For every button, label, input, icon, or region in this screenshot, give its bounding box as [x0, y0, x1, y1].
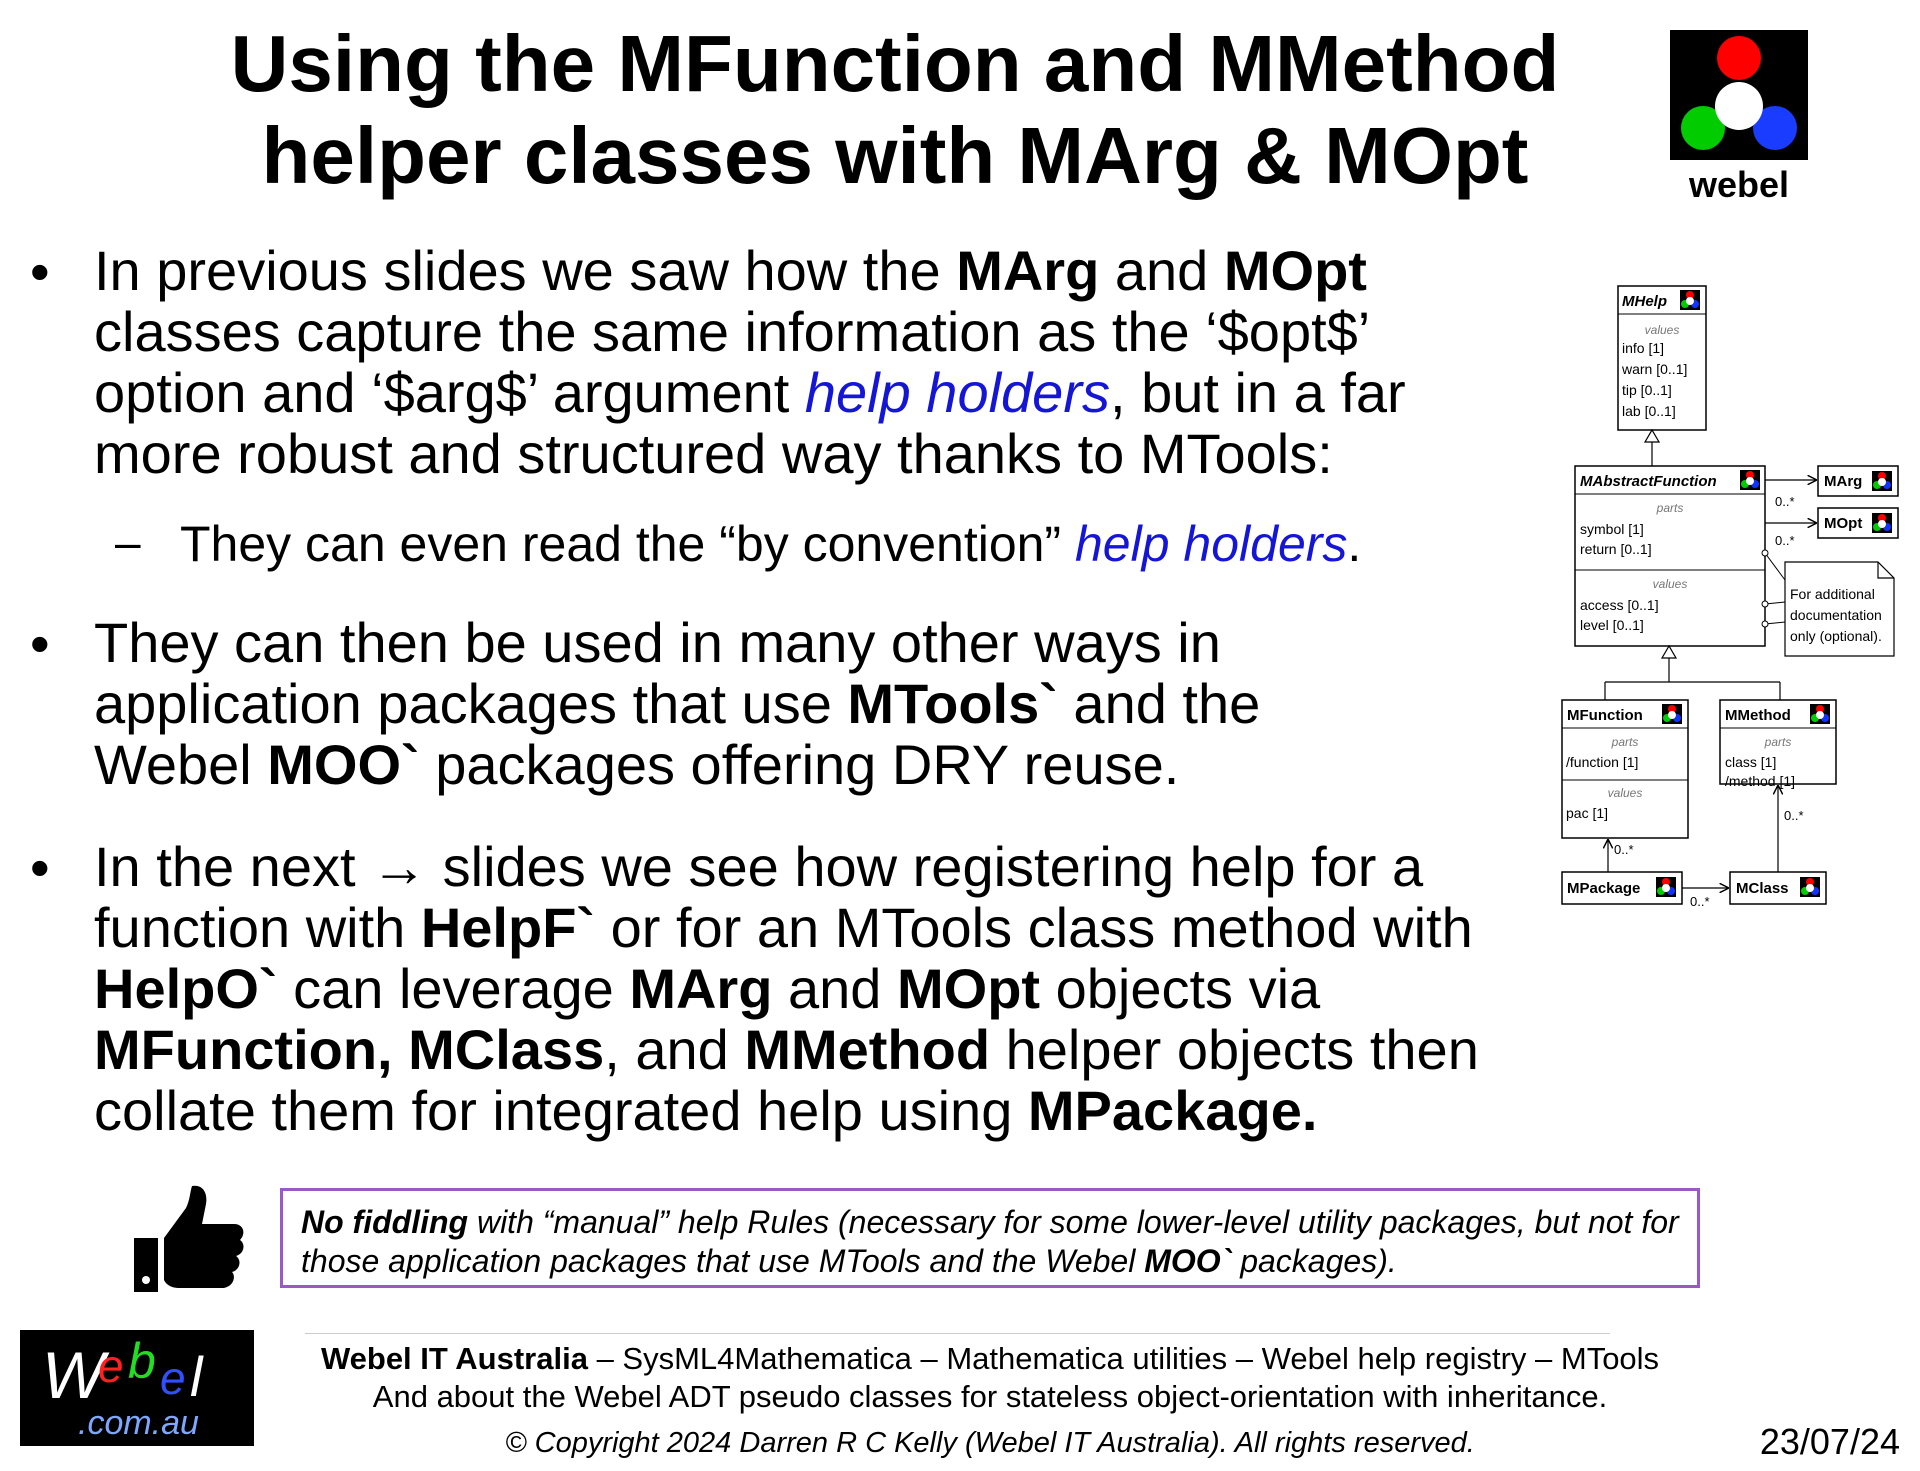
svg-text:values: values [1607, 786, 1643, 800]
copyright: © Copyright 2024 Darren R C Kelly (Webel IT Australia). All rights reserved. [505, 1427, 1475, 1459]
footer-line-2: And about the Webel ADT pseudo classes for stateless object-orientation with inheritance. [372, 1379, 1608, 1414]
uml-class-diagram [1550, 280, 1910, 920]
svg-text:0..*: 0..* [1775, 533, 1795, 548]
svg-text:parts: parts [1764, 735, 1792, 749]
svg-text:/function [1]: /function [1] [1566, 754, 1639, 770]
svg-text:MFunction: MFunction [1567, 707, 1643, 724]
svg-text:0..*: 0..* [1614, 842, 1634, 857]
svg-text:info [1]: info [1] [1622, 340, 1665, 356]
svg-text:class [1]: class [1] [1725, 754, 1777, 770]
callout-note: No fiddling with “manual” help Rules (necessary for some lower-level utility packages, but not for those application packages that use MTools and the Webel MOO` packages). [280, 1188, 1700, 1288]
svg-text:level [0..1]: level [0..1] [1580, 617, 1644, 633]
svg-text:symbol [1]: symbol [1] [1580, 521, 1644, 537]
bullet-marker: • [30, 612, 50, 675]
svg-text:MMethod: MMethod [1725, 707, 1791, 724]
bullet-marker: • [30, 836, 50, 899]
svg-text:MAbstractFunction: MAbstractFunction [1580, 473, 1717, 490]
svg-text:l: l [190, 1345, 203, 1408]
svg-text:tip [0..1]: tip [0..1] [1622, 382, 1672, 398]
uml-class-mfunction [1562, 700, 1688, 838]
mhelp-name: MHelp [1622, 293, 1667, 310]
svg-text:e: e [98, 1340, 124, 1392]
svg-text:MClass: MClass [1736, 880, 1789, 897]
thumbs-up-icon [128, 1180, 248, 1300]
uml-note [1785, 562, 1894, 656]
svg-text:0..*: 0..* [1784, 808, 1804, 823]
slide-date: 23/07/24 [1759, 1421, 1900, 1462]
svg-text:b: b [128, 1333, 156, 1389]
logo-label: webel [1688, 164, 1790, 205]
uml-class-marg [1818, 466, 1898, 496]
svg-text:.com.au: .com.au [78, 1404, 199, 1442]
svg-text:parts: parts [1656, 501, 1684, 515]
webel-color-logo [1670, 30, 1808, 160]
svg-text:documentation: documentation [1790, 607, 1882, 623]
uml-class-mmethod [1720, 700, 1836, 789]
svg-text:return [0..1]: return [0..1] [1580, 541, 1652, 557]
bullet-3-text: In the next → slides we see how registering help for a function with HelpF` or for an MTools class method with HelpO` can leverage MArg and MOpt objects via MFunction, MClass, and MMethod helper objects then collate them for integrated help using MPackage. [94, 835, 1479, 1142]
svg-text:lab [0..1]: lab [0..1] [1622, 403, 1676, 419]
svg-text:For additional: For additional [1790, 586, 1875, 602]
svg-text:e: e [160, 1352, 186, 1404]
page-title [200, 18, 1590, 202]
svg-text:access [0..1]: access [0..1] [1580, 597, 1659, 613]
title-line-1: Using the MFunction and MMethod [230, 19, 1560, 108]
bullet-1-text: In previous slides we saw how the MArg and MOpt classes capture the same information as the ‘$opt$’ option and ‘$arg$’ argument help holders, but in a far more robust and structured way thanks to MTools: [94, 239, 1406, 485]
help-holders-link[interactable]: help holders [804, 361, 1110, 424]
svg-text:MArg: MArg [1824, 473, 1863, 490]
sub-bullet-text: They can even read the “by convention” help holders. [180, 516, 1362, 572]
svg-text:MOpt: MOpt [1824, 515, 1863, 532]
bullet-marker: • [30, 240, 50, 303]
svg-text:0..*: 0..* [1690, 894, 1710, 909]
svg-text:W: W [42, 1338, 105, 1412]
svg-text:values: values [1652, 577, 1688, 591]
svg-text:MPackage: MPackage [1567, 880, 1641, 897]
footer-line-1: Webel IT Australia – SysML4Mathematica – Mathematica utilities – Webel help registry – MTools [320, 1341, 1660, 1376]
svg-text:/method [1]: /method [1] [1725, 773, 1796, 789]
uml-class-mabstractfunction [1575, 466, 1765, 646]
uml-class-mhelp [1618, 286, 1706, 430]
svg-text:parts: parts [1611, 735, 1639, 749]
help-holders-link-2[interactable]: help holders [1074, 516, 1348, 572]
uml-class-mclass [1730, 872, 1826, 904]
footer-divider [305, 1333, 1610, 1334]
uml-class-mpackage [1562, 872, 1682, 904]
svg-text:only (optional).: only (optional). [1790, 628, 1882, 644]
title-line-2: helper classes with MArg & MOpt [261, 111, 1529, 200]
svg-text:values: values [1644, 323, 1680, 337]
svg-text:0..*: 0..* [1775, 494, 1795, 509]
webel-com-au-logo [20, 1330, 254, 1446]
sub-bullet-marker: – [115, 516, 141, 568]
uml-class-mopt [1818, 508, 1898, 538]
bullet-2-text: They can then be used in many other ways in application packages that use MTools` and the Webel MOO` packages offering DRY reuse. [94, 611, 1261, 796]
svg-text:warn [0..1]: warn [0..1] [1622, 361, 1688, 377]
svg-text:pac [1]: pac [1] [1566, 805, 1609, 821]
